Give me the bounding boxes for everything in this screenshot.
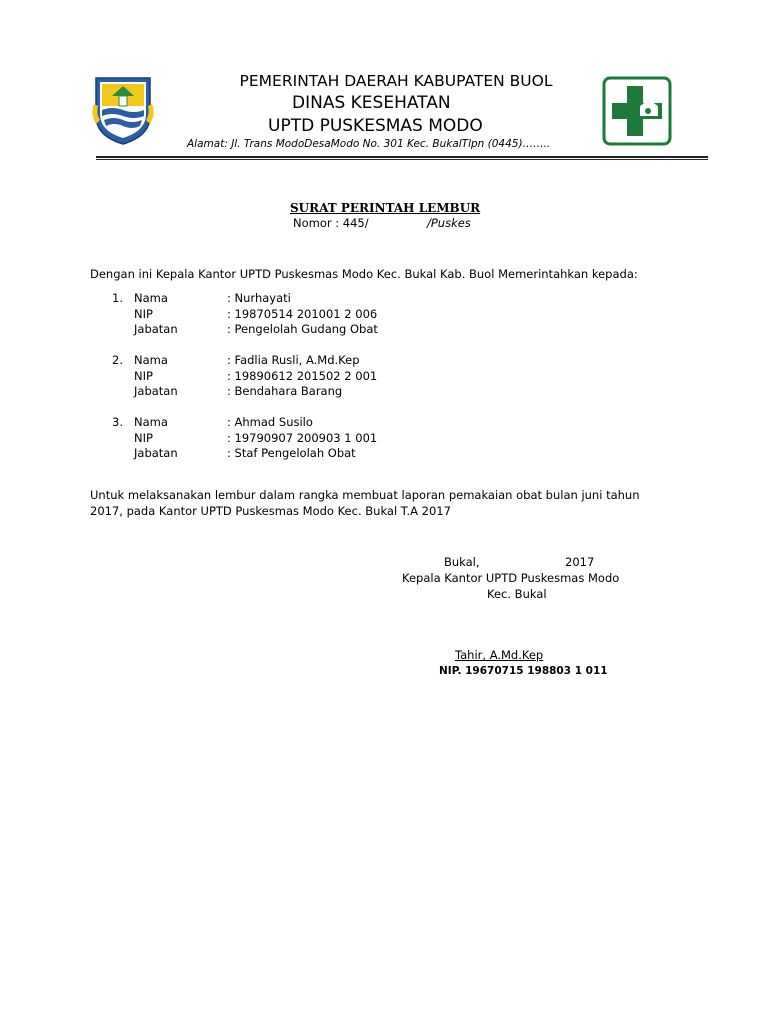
letter-number-label: Nomor : 445/ (293, 216, 369, 230)
letter-number-suffix: /Puskes (427, 216, 471, 230)
staff-nip-value: : 19870514 201001 2 006 (227, 307, 378, 321)
staff-name-label: Nama (134, 415, 168, 429)
staff-name-value: : Fadlia Rusli, A.Md.Kep (227, 353, 360, 367)
signature-year: 2017 (565, 555, 595, 569)
letterhead-divider-thin (96, 159, 708, 160)
department-name: DINAS KESEHATAN (292, 93, 451, 113)
staff-position-label: Jabatan (134, 384, 178, 398)
staff-nip-label: NIP (134, 307, 153, 321)
signature-place: Bukal, (444, 555, 480, 569)
government-name: PEMERINTAH DAERAH KABUPATEN BUOL (239, 72, 553, 90)
signatory-name: Tahir, A.Md.Kep (455, 648, 544, 662)
signatory-nip: NIP. 19670715 198803 1 011 (439, 665, 608, 677)
staff-position-value: : Bendahara Barang (227, 384, 343, 398)
staff-name-label: Nama (134, 353, 168, 367)
letter-title: SURAT PERINTAH LEMBUR (290, 201, 481, 215)
staff-number: 1. (112, 291, 123, 305)
staff-name-value: : Ahmad Susilo (227, 415, 313, 429)
green-cross-icon (602, 76, 672, 146)
staff-position-value: : Staf Pengelolah Obat (227, 446, 356, 460)
puskesmas-logo (602, 76, 672, 146)
staff-name-label: Nama (134, 291, 168, 305)
staff-nip-label: NIP (134, 431, 153, 445)
letter-number (293, 216, 471, 230)
purpose-paragraph-line1: Untuk melaksanakan lembur dalam rangka membuat laporan pemakaian obat bulan juni tahun (90, 488, 640, 502)
staff-position-label: Jabatan (134, 322, 178, 336)
staff-name-value: : Nurhayati (227, 291, 291, 305)
intro-paragraph: Dengan ini Kepala Kantor UPTD Puskesmas Modo Kec. Bukal Kab. Buol Memerintahkan kepada: (90, 267, 638, 281)
staff-position-value: : Pengelolah Gudang Obat (227, 322, 378, 336)
purpose-paragraph-line2: 2017, pada Kantor UPTD Puskesmas Modo Kec. Bukal T.A 2017 (90, 504, 451, 518)
signatory-district: Kec. Bukal (487, 587, 547, 601)
letterhead-divider-thick (96, 156, 708, 158)
staff-number: 3. (112, 415, 123, 429)
staff-nip-value: : 19890612 201502 2 001 (227, 369, 378, 383)
staff-position-label: Jabatan (134, 446, 178, 460)
signatory-position: Kepala Kantor UPTD Puskesmas Modo (402, 571, 620, 585)
staff-nip-value: : 19790907 200903 1 001 (227, 431, 378, 445)
office-address: Alamat: Jl. Trans ModoDesaModo No. 301 Kec. BukalTlpn (0445)…….. (187, 138, 551, 150)
staff-number: 2. (112, 353, 123, 367)
staff-nip-label: NIP (134, 369, 153, 383)
unit-name: UPTD PUSKESMAS MODO (268, 116, 483, 136)
